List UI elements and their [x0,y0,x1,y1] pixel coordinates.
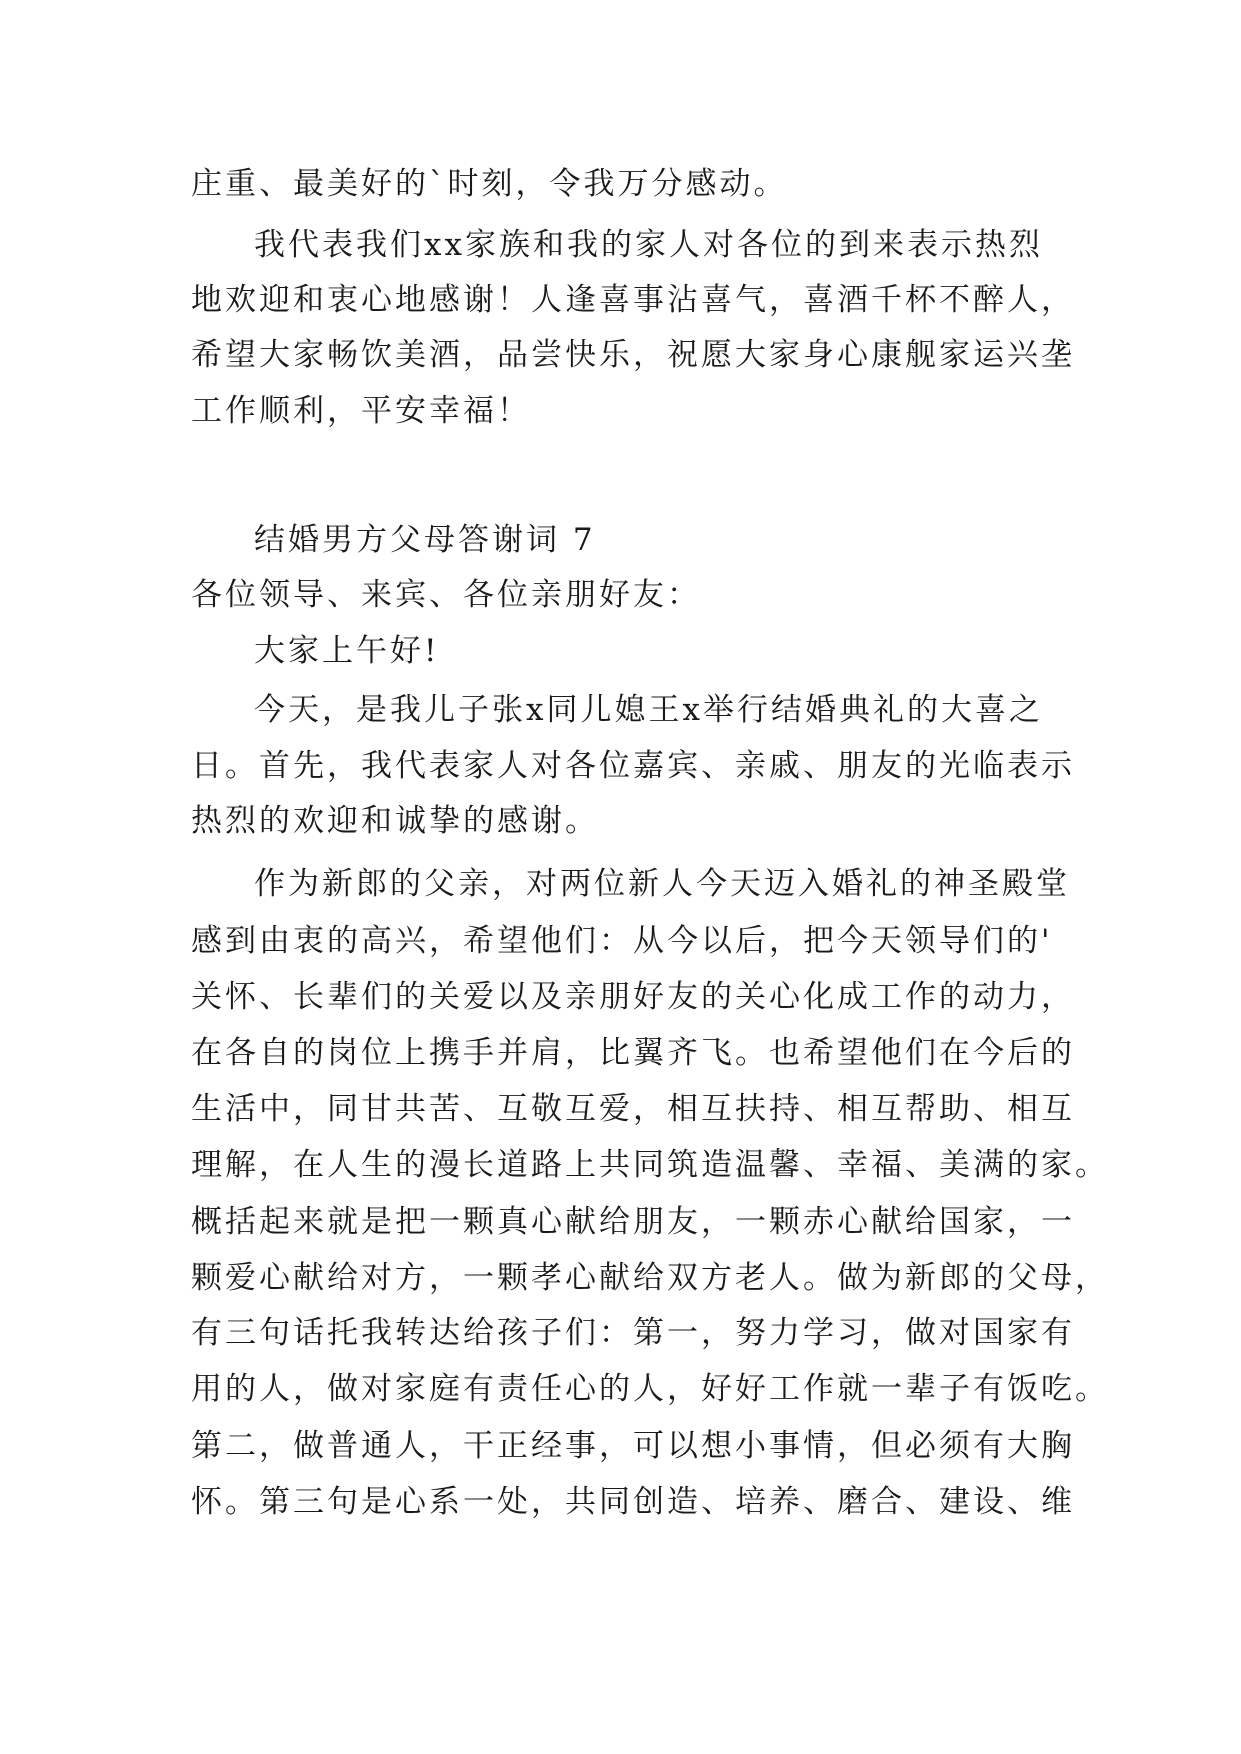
body-line: 怀。第三句是心系一处，共同创造、培养、磨合、建设、维 [191,1484,1075,1520]
body-line: 用的人，做对家庭有责任心的人，好好工作就一辈子有饭吃。 [191,1371,1109,1407]
greeting: 大家上午好! [254,633,440,669]
salutation: 各位领导、来宾、各位亲朋好友： [191,577,701,613]
body-line: 日。首先，我代表家人对各位嘉宾、亲戚、朋友的光临表示 [191,748,1075,784]
body-line: 生活中，同甘共苦、互敬互爱，相互扶持、相互帮助、相互 [191,1091,1075,1127]
body-line: 感到由衷的高兴，希望他们：从今以后，把今天领导们的' [191,923,1053,959]
body-line: 地欢迎和衷心地感谢！人逢喜事沾喜气，喜酒千杯不醉人， [191,282,1075,318]
body-line: 颗爱心献给对方，一颗孝心献给双方老人。做为新郎的父母， [191,1260,1109,1296]
body-line: 第二，做普通人，干正经事，可以想小事情，但必须有大胸 [191,1428,1075,1464]
paragraph-first-line: 今天，是我儿子张x同儿媳王x举行结婚典礼的大喜之 [254,692,1043,728]
body-line: 有三句话托我转达给孩子们：第一，努力学习，做对国家有 [191,1315,1075,1351]
body-line: 理解，在人生的漫长道路上共同筑造温馨、幸福、美满的家。 [191,1147,1109,1183]
body-line: 热烈的欢迎和诚挚的感谢。 [191,803,599,839]
section-title: 结婚男方父母答谢词 7 [254,522,596,558]
body-line: 概括起来就是把一颗真心献给朋友，一颗赤心献给国家，一 [191,1204,1075,1240]
paragraph-first-line: 作为新郎的父亲，对两位新人今天迈入婚礼的神圣殿堂 [254,866,1070,902]
body-line: 希望大家畅饮美酒，品尝快乐，祝愿大家身心康舰家运兴垄 [191,337,1075,373]
body-line: 工作顺利，平安幸福！ [191,393,531,429]
body-line: 关怀、长辈们的关爱以及亲朋好友的关心化成工作的动力， [191,979,1075,1015]
body-line: 庄重、最美好的`时刻，令我万分感动。 [191,166,788,202]
body-line: 在各自的岗位上携手并肩，比翼齐飞。也希望他们在今后的 [191,1035,1075,1071]
paragraph-first-line: 我代表我们xx家族和我的家人对各位的到来表示热烈 [254,227,1043,263]
